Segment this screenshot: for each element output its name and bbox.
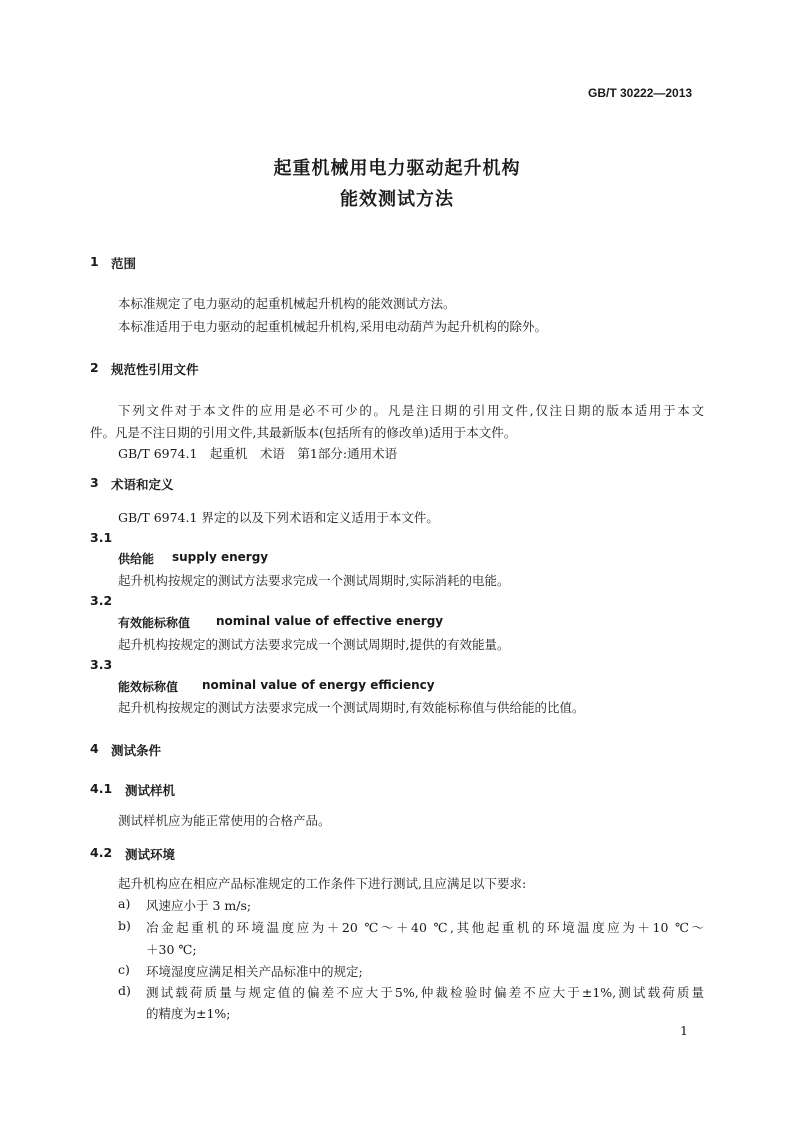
document-title-line2: 能效测试方法 <box>340 189 454 210</box>
section-1-paragraph-2: 本标准适用于电力驱动的起重机械起升机构,采用电动葫芦为起升机构的除外。 <box>118 319 547 334</box>
section-2-number: 2 <box>90 360 99 375</box>
list-item-c-label: c) <box>118 962 130 977</box>
term-3-3-name-en: nominal value of energy efficiency <box>202 678 435 692</box>
list-item-a-text: 风速应小于 3 m/s; <box>146 898 252 913</box>
section-1-number: 1 <box>90 254 99 269</box>
term-3-2-number: 3.2 <box>90 593 113 608</box>
term-3-2-name-cn: 有效能标称值 <box>118 616 191 630</box>
section-1-paragraph-1: 本标准规定了电力驱动的起重机械起升机构的能效测试方法。 <box>118 296 456 311</box>
term-3-1-definition: 起升机构按规定的测试方法要求完成一个测试周期时,实际消耗的电能。 <box>118 573 510 588</box>
standard-number: GB/T 30222—2013 <box>588 86 693 100</box>
list-item-b-line1: 冶金起重机的环境温度应为＋20 ℃～＋40 ℃,其他起重机的环境温度应为＋10 ℃～ <box>146 920 704 935</box>
list-item-d-line2: 的精度为±1%; <box>146 1006 231 1021</box>
document-title-line1: 起重机械用电力驱动起升机构 <box>273 158 521 179</box>
list-item-c-text: 环境湿度应满足相关产品标准中的规定; <box>146 964 363 979</box>
section-4-1-title: 测试样机 <box>125 783 176 798</box>
section-4-2-number: 4.2 <box>90 845 113 860</box>
term-3-3-definition: 起升机构按规定的测试方法要求完成一个测试周期时,有效能标称值与供给能的比值。 <box>118 700 585 715</box>
section-2-title: 规范性引用文件 <box>111 362 199 377</box>
section-4-title: 测试条件 <box>111 743 162 758</box>
section-3-number: 3 <box>90 475 99 490</box>
section-3-intro: GB/T 6974.1 界定的以及下列术语和定义适用于本文件。 <box>118 510 439 525</box>
list-item-b-label: b) <box>118 918 131 933</box>
list-item-b-line2: ＋30 ℃; <box>146 942 197 957</box>
term-3-1-number: 3.1 <box>90 530 113 545</box>
term-3-2-definition: 起升机构按规定的测试方法要求完成一个测试周期时,提供的有效能量。 <box>118 637 510 652</box>
section-4-2-title: 测试环境 <box>125 847 176 862</box>
term-3-3-name-cn: 能效标称值 <box>118 680 179 694</box>
page-number: 1 <box>680 1023 688 1038</box>
section-4-number: 4 <box>90 741 99 756</box>
list-item-d-line1: 测试载荷质量与规定值的偏差不应大于5%,仲裁检验时偏差不应大于±1%,测试载荷质量 <box>146 985 704 1000</box>
term-3-1-name-en: supply energy <box>172 550 269 564</box>
term-3-2-name-en: nominal value of effective energy <box>216 614 444 628</box>
section-4-1-paragraph: 测试样机应为能正常使用的合格产品。 <box>118 813 331 828</box>
section-4-2-paragraph: 起升机构应在相应产品标准规定的工作条件下进行测试,且应满足以下要求: <box>118 876 527 891</box>
list-item-d-label: d) <box>118 983 131 998</box>
term-3-1-name-cn: 供给能 <box>118 552 155 566</box>
normative-reference: GB/T 6974.1 起重机 术语 第1部分:通用术语 <box>118 446 398 461</box>
section-3-title: 术语和定义 <box>111 477 174 492</box>
section-2-paragraph-line2: 件。凡是不注日期的引用文件,其最新版本(包括所有的修改单)适用于本文件。 <box>90 425 517 440</box>
section-4-1-number: 4.1 <box>90 781 113 796</box>
section-1-title: 范围 <box>111 256 137 271</box>
term-3-3-number: 3.3 <box>90 657 113 672</box>
section-2-paragraph-line1: 下列文件对于本文件的应用是必不可少的。凡是注日期的引用文件,仅注日期的版本适用于本文 <box>118 403 704 418</box>
list-item-a-label: a) <box>118 896 131 911</box>
